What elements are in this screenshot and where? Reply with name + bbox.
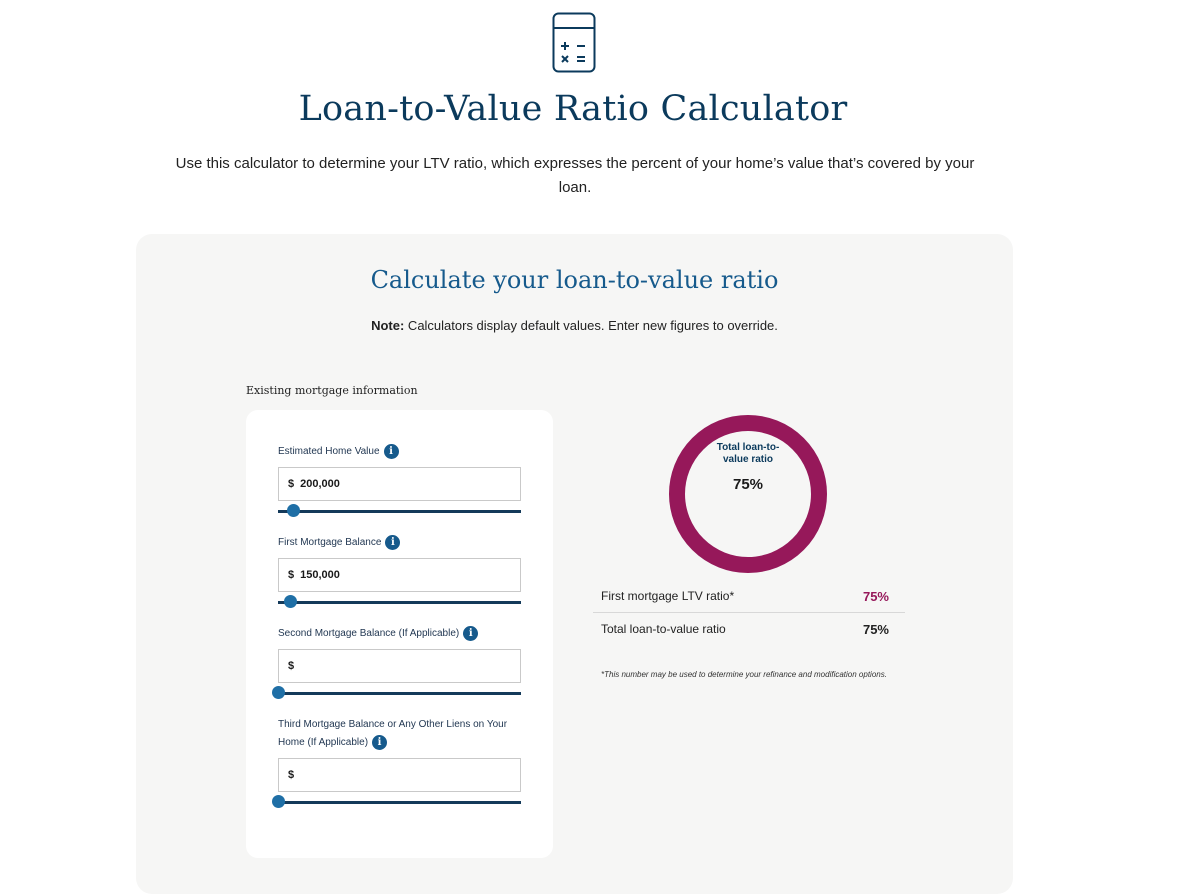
slider-thumb[interactable] [272,686,285,699]
home-value-field [278,443,521,521]
first-mortgage-label: First Mortgage Balance [278,537,382,548]
second-mortgage-label: Second Mortgage Balance (If Applicable) [278,628,460,639]
results-table [593,580,905,645]
currency-symbol: $ [288,478,295,490]
info-icon[interactable]: i [372,735,387,750]
calculator-card [136,234,1013,894]
result-label: First mortgage LTV ratio* [601,589,735,603]
first-mortgage-slider[interactable] [278,592,521,612]
slider-track [278,692,521,695]
first-mortgage-input[interactable] [278,558,521,592]
home-value-slider[interactable] [278,501,521,521]
calculator-icon [552,12,596,73]
field-label [278,443,521,461]
field-label [278,716,521,752]
inputs-panel [246,410,553,858]
input-value: 150,000 [300,569,340,581]
donut-value: 75% [732,476,764,493]
info-icon[interactable]: i [384,444,399,459]
third-mortgage-slider[interactable] [278,792,521,812]
section-label: Existing mortgage information [246,384,418,397]
field-label [278,534,521,552]
ltv-donut-chart [668,414,828,574]
home-value-input[interactable] [278,467,521,501]
donut-label-text: Total loan-to-value ratio [716,442,780,465]
info-icon[interactable]: i [463,626,478,641]
currency-symbol: $ [288,569,295,581]
slider-thumb[interactable] [284,595,297,608]
result-row [593,580,905,612]
note-text: Calculators display default values. Enter new figures to override. [404,318,778,333]
second-mortgage-slider[interactable] [278,683,521,703]
third-mortgage-input[interactable] [278,758,521,792]
home-value-label: Estimated Home Value [278,446,380,457]
slider-track [278,601,521,604]
note [136,318,1013,333]
second-mortgage-field [278,625,521,703]
calculator-title: Calculate your loan-to-value ratio [370,266,779,294]
result-label: Total loan-to-value ratio [601,622,726,636]
slider-track [278,510,521,513]
donut-label [668,442,828,466]
result-value: 75% [862,621,889,637]
input-value: 200,000 [300,478,340,490]
footnote: *This number may be used to determine your refinance and modification options. [601,670,887,679]
result-row [593,612,905,645]
slider-track [278,801,521,804]
currency-symbol: $ [288,769,295,781]
currency-symbol: $ [288,660,295,672]
first-mortgage-field [278,534,521,612]
second-mortgage-input[interactable] [278,649,521,683]
third-mortgage-field [278,716,521,812]
slider-thumb[interactable] [272,795,285,808]
info-icon[interactable]: i [385,535,400,550]
result-value: 75% [862,588,889,604]
third-mortgage-label: Third Mortgage Balance or Any Other Liens on Your Home (If Applicable) [278,719,508,748]
page-subtitle: Use this calculator to determine your LTV ratio, which expresses the percent of your home’s value that’s covered by your loan. [175,155,975,196]
slider-thumb[interactable] [287,504,300,517]
page-title: Loan-to-Value Ratio Calculator [298,89,848,129]
note-label: Note: [371,318,405,333]
field-label [278,625,521,643]
